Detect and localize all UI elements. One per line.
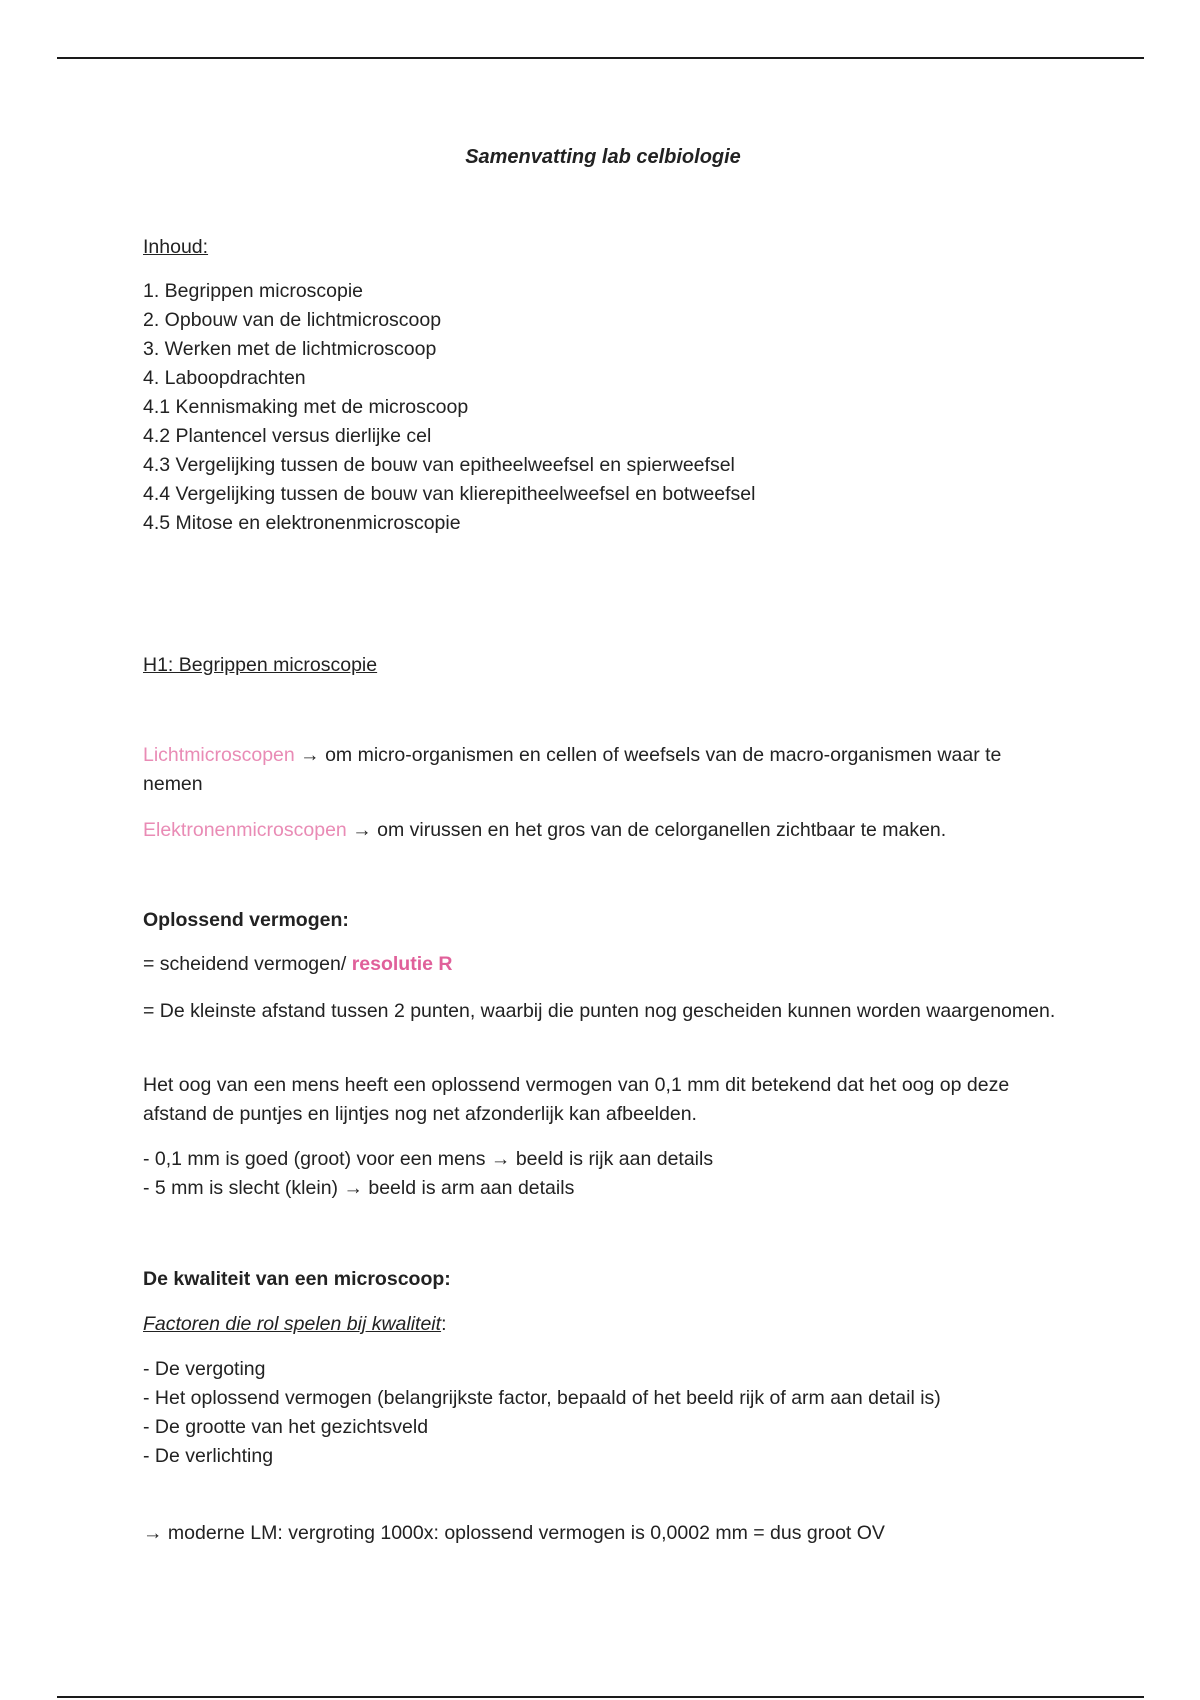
list-item: - 0,1 mm is goed (groot) voor een mens → beeld is rijk aan details (143, 1148, 714, 1170)
scheidend-vermogen-text: = scheidend vermogen/ (143, 953, 352, 975)
modern-lm-line: → moderne LM: vergroting 1000x: oplossend vermogen is 0,0002 mm = dus groot OV (143, 1522, 885, 1544)
lichtmicroscopen-text: → om micro-organismen en cellen of weefsels van de macro-organismen waar te nemen (143, 744, 1002, 795)
scheidend-vermogen-line (143, 950, 452, 979)
toc-item: 4.5 Mitose en elektronenmicroscopie (143, 512, 461, 534)
toc-item: 4.1 Kennismaking met de microscoop (143, 396, 469, 418)
elektronenmicroscopen-paragraph (143, 816, 946, 845)
elektronenmicroscopen-term: Elektronenmicroscopen (143, 819, 347, 841)
quality-factors-list (143, 1355, 941, 1471)
resolution-examples-list (143, 1145, 713, 1203)
factors-heading-line (143, 1310, 446, 1339)
list-item: - De verlichting (143, 1445, 274, 1467)
toc-item: 4.3 Vergelijking tussen de bouw van epitheelweefsel en spierweefsel (143, 454, 735, 476)
toc-item: 4.2 Plantencel versus dierlijke cel (143, 425, 432, 447)
header-rule (57, 57, 1144, 59)
list-item: - 5 mm is slecht (klein) → beeld is arm aan details (143, 1177, 575, 1199)
elektronenmicroscopen-text: → om virussen en het gros van de celorganellen zichtbaar te maken. (352, 819, 947, 841)
section-heading-h1: H1: Begrippen microscopie (143, 654, 378, 676)
quality-heading: De kwaliteit van een microscoop: (143, 1268, 451, 1290)
oplossend-vermogen-heading: Oplossend vermogen: (143, 909, 349, 931)
toc-item: 2. Opbouw van de lichtmicroscoop (143, 309, 442, 331)
toc-heading: Inhoud: (143, 236, 209, 258)
document-title: Samenvatting lab celbiologie (465, 146, 741, 168)
lichtmicroscopen-term: Lichtmicroscopen (143, 744, 295, 766)
toc-item: 1. Begrippen microscopie (143, 280, 364, 302)
eye-resolution-paragraph: Het oog van een mens heeft een oplossend vermogen van 0,1 mm dit betekend dat het oog op deze afstand de puntjes en lijntjes nog net afzonderlijk kan afbeelden. (143, 1074, 1010, 1125)
list-item: - Het oplossend vermogen (belangrijkste factor, bepaald of het beeld rijk of arm aan detail is) (143, 1387, 941, 1409)
table-of-contents (143, 277, 755, 538)
factors-heading: Factoren die rol spelen bij kwaliteit (143, 1313, 442, 1335)
toc-item: 3. Werken met de lichtmicroscoop (143, 338, 437, 360)
oplossend-vermogen-definition: = De kleinste afstand tussen 2 punten, waarbij die punten nog gescheiden kunnen worden waargenomen. (143, 1000, 1056, 1022)
factors-heading-colon: : (441, 1313, 447, 1335)
toc-item: 4.4 Vergelijking tussen de bouw van klierepitheelweefsel en botweefsel (143, 483, 756, 505)
toc-item: 4. Laboopdrachten (143, 367, 306, 389)
list-item: - De grootte van het gezichtsveld (143, 1416, 429, 1438)
lichtmicroscopen-paragraph (143, 741, 1063, 799)
list-item: - De vergoting (143, 1358, 266, 1380)
footer-rule (57, 1696, 1144, 1698)
resolutie-term: resolutie R (351, 953, 453, 975)
